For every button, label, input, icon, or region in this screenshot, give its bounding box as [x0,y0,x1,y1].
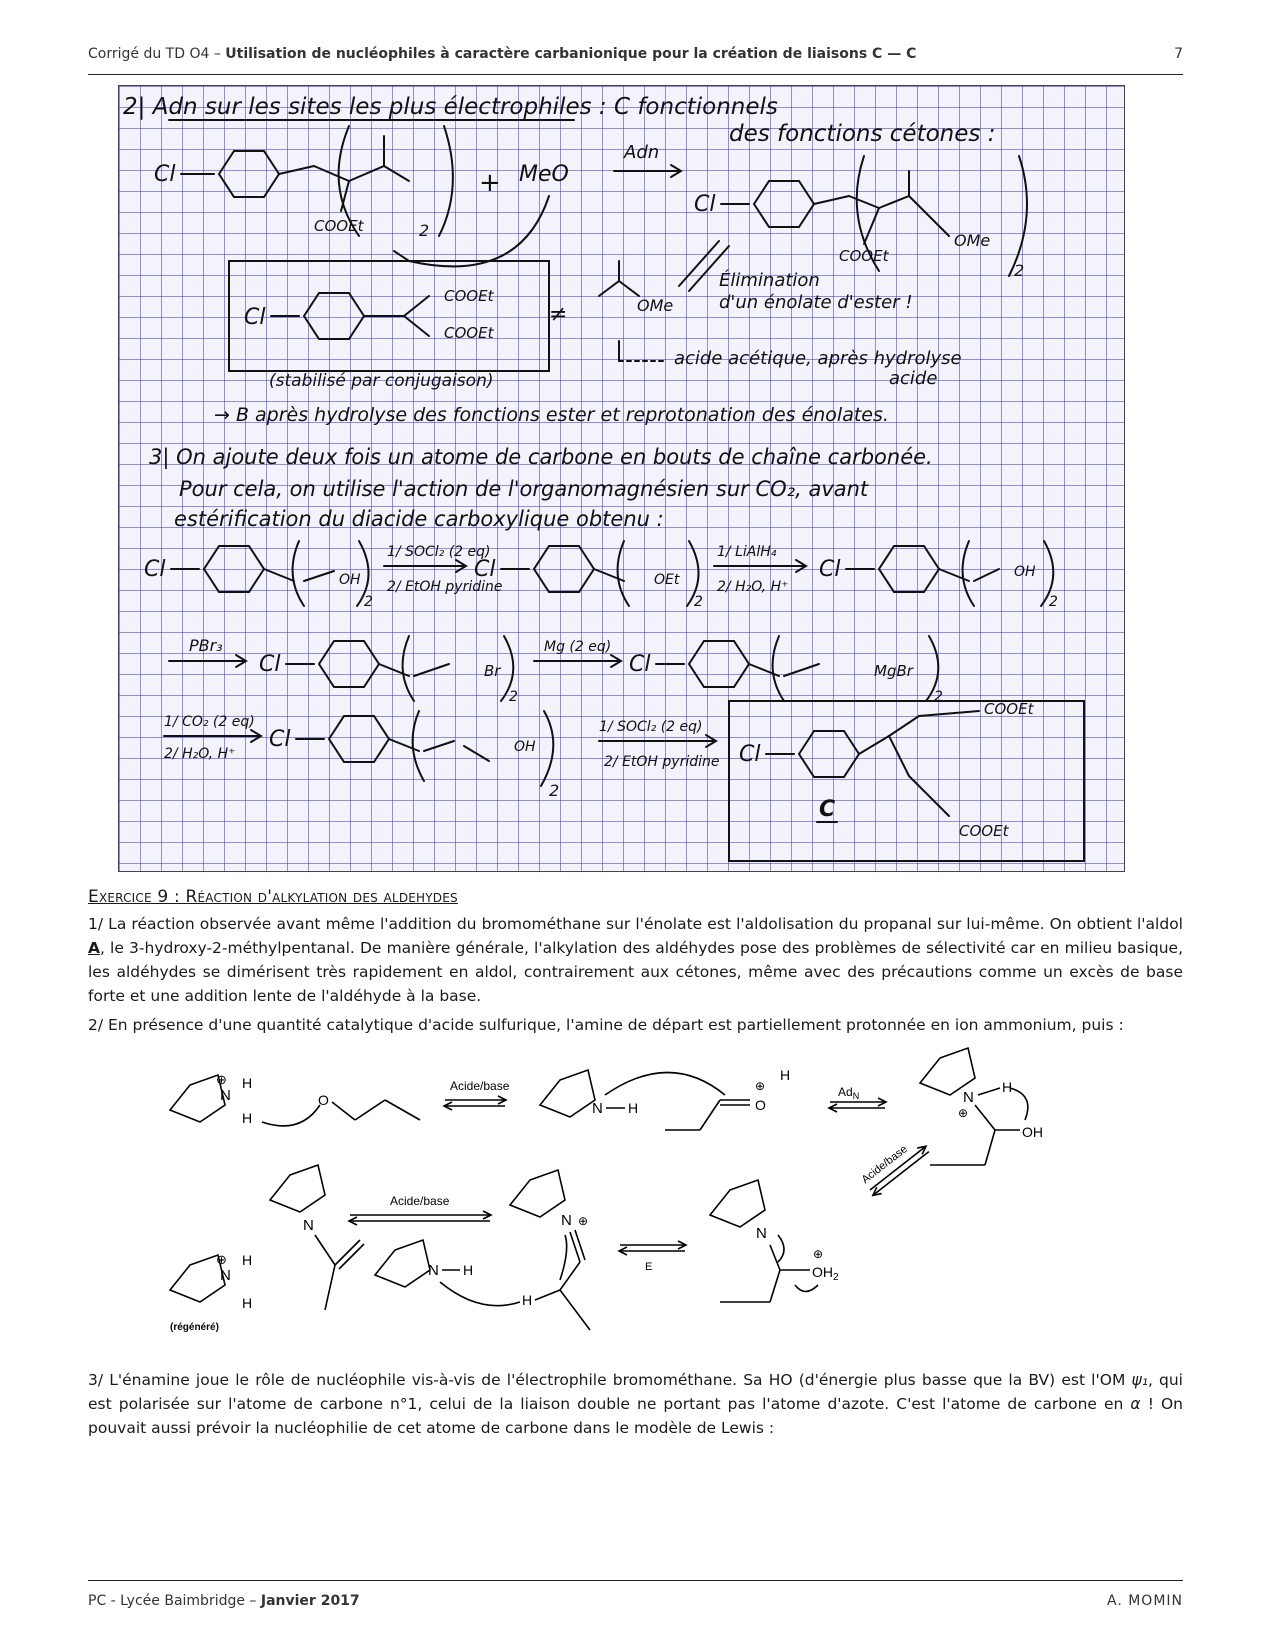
curly-arrow-2 [605,1073,725,1096]
step-socl2-2: 1/ SOCl₂ (2 eq) [599,719,703,735]
n-label-7: N [561,1212,572,1229]
acid-base-label-3: Acide/base [390,1194,450,1208]
h-label-4: H [780,1067,791,1083]
pyrrolidinium-ring-2 [920,1048,975,1095]
pyrrolidine-ring-3 [375,1240,430,1287]
plus-5: ⊕ [578,1214,589,1228]
oh-label-1: OH [339,572,361,588]
p1-text-a: 1/ La réaction observée avant même l'addition du bromométhane sur l'énolate est l'aldolisation du propanal sur lui-même. On obtient l'aldol [88,915,1183,933]
subscript-2-g: 2 [934,689,943,705]
elimination-label: Élimination [719,270,820,291]
enamine-mechanism-scheme [150,1040,1130,1345]
pyrrolidine-ring-2 [270,1165,325,1212]
regenere-label: (régénéré) [170,1322,219,1333]
step-etoh-2: 2/ EtOH pyridine [604,754,720,770]
cl-label-2: Cl [694,192,716,217]
adn-text: Ad [838,1085,853,1099]
step-lialh4: 1/ LiAlH₄ [717,544,777,560]
cooet-label-4: COOEt [444,324,494,342]
pyrrolidine-ring-1 [540,1070,595,1117]
p1-bold-a: A [88,939,100,957]
acid-base-label-2: Acide/base [859,1143,910,1187]
curly-arrow-6 [778,1235,784,1262]
p3-text-b: , qui est polarisée sur l'atome de carbone n°1, celui de la liaison double ne portant pas l'atome d'azote. C'est l'atome de carbone en [88,1371,1183,1413]
p3-psi: ψ₁ [1131,1371,1148,1389]
subscript-2-f: 2 [509,689,518,705]
plus-6: ⊕ [813,1247,824,1261]
paragraph-3 [88,1368,1183,1440]
benzene-ring-2 [754,181,814,227]
adn-arrow-label: Adn [624,142,660,163]
step-etoh-1: 2/ EtOH pyridine [387,579,503,595]
br-label: Br [484,662,501,680]
n-label-2: N [592,1100,603,1117]
step-co2: 1/ CO₂ (2 eq) [164,714,255,730]
oh-label-3: OH [514,739,536,755]
n-label-1: N [220,1087,231,1104]
q3-line-1: 3| On ajoute deux fois un atome de carbone en bouts de chaîne carbonée. [149,445,933,469]
plus-1: ⊕ [216,1072,227,1087]
plus-3: ⊕ [958,1106,969,1120]
step-h2o-1: 2/ H₂O, H⁺ [717,579,789,595]
oh2-subscript: 2 [833,1272,839,1283]
mgbr-label: MgBr [874,662,913,680]
benzene-ring-8 [689,641,749,687]
acid-base-label-1: Acide/base [450,1079,510,1093]
h-label-2: H [242,1110,253,1126]
oet-label-1: OEt [654,572,680,588]
oh2-label [812,1264,839,1283]
step-pbr3: PBr₃ [189,636,223,655]
p3-text-c: ! On pouvait aussi prévoir la nucléophilie de cet atome de carbone dans le modèle de Lewis : [88,1395,1183,1437]
ome-label: OMe [954,231,991,250]
h-label-8: H [463,1262,474,1278]
footer-left [88,1593,360,1609]
p3-alpha: α [1130,1395,1141,1413]
curly-arrow-3 [1010,1088,1028,1120]
handwritten-scheme [119,86,1124,871]
n-label-3: N [963,1089,974,1106]
pyrrolidinium-ring-4 [710,1180,765,1227]
cl-label-7: Cl [259,652,281,677]
plus-4: ⊕ [216,1252,227,1267]
meo-reagent: MeO [519,162,569,187]
q3-line-2: Pour cela, on utilise l'action de l'organomagnésien sur CO₂, avant [179,477,869,501]
benzene-ring-7 [319,641,379,687]
cl-label-8: Cl [629,652,651,677]
h-label-3: H [628,1100,639,1116]
header-rule [88,74,1183,75]
benzene-ring-9 [329,716,389,762]
curly-arrow-7 [795,1285,818,1292]
oh2-text: OH [812,1264,833,1280]
benzene-ring-6 [879,546,939,592]
cl-label-6: Cl [819,557,841,582]
subscript-2-e: 2 [1049,594,1058,610]
header-prefix: Corrigé du TD O4 – [88,46,226,62]
h-label-1: H [242,1075,253,1091]
step-socl2-1: 1/ SOCl₂ (2 eq) [387,544,491,560]
stabilise-label: (stabilisé par conjugaison) [269,371,494,391]
cl-label-4: Cl [144,557,166,582]
page-number: 7 [1174,46,1183,62]
paragraph-2: 2/ En présence d'une quantité catalytique d'acide sulfurique, l'amine de départ est partiellement protonnée en ion ammonium, puis : [88,1016,1124,1034]
oh-label-2: OH [1014,564,1036,580]
cooet-label-6: COOEt [959,822,1009,840]
footer-rule [88,1580,1183,1581]
handwritten-notes [118,85,1125,872]
cl-label-9: Cl [269,727,291,752]
iminium-ring [510,1170,565,1217]
subscript-2-h: 2 [549,781,560,800]
o-label-2: O [755,1097,766,1113]
benzene-ring-10 [799,731,859,777]
p1-text-b: , le 3-hydroxy-2-méthylpentanal. De manière générale, l'alkylation des aldéhydes pose des problèmes de sélectivité car en milieu basique, les aldéhydes se dimérisent très rapidement en aldol, contrairement aux cétones, même avec des précautions comme un excès de base forte et une addition lente de l'aldéhyde à la base. [88,939,1183,1005]
q2-heading: 2| Adn sur les sites les plus électrophiles : C fonctionnels [123,94,778,120]
subscript-2-a: 2 [419,221,430,240]
n-label-6: N [428,1262,439,1279]
cooet-label-5: COOEt [984,700,1034,718]
step-mg: Mg (2 eq) [544,639,612,655]
acide-label: acide [889,368,938,389]
subscript-2-b: 2 [1014,261,1025,280]
oh-label-scheme-1: OH [1022,1124,1043,1140]
header-title-bold: Utilisation de nucléophiles à caractère carbanionique pour la création de liaisons C — C [225,46,917,62]
footer-author: A. MOMIN [1106,1593,1183,1609]
adn-label [838,1085,859,1101]
cl-label-10: Cl [739,742,761,767]
exercise-title: Exercice 9 : Réaction d'alkylation des aldehydes [88,887,458,907]
subscript-2-c: 2 [364,594,373,610]
paragraph-1 [88,912,1183,1008]
cl-label-3: Cl [244,305,266,330]
benzene-ring-4 [204,546,264,592]
cooet-label-1: COOEt [314,217,364,235]
b-line: → B après hydrolyse des fonctions ester et reprotonation des énolates. [214,404,889,426]
adn-subscript: N [852,1091,860,1101]
subscript-2-d: 2 [694,594,703,610]
acetic-label: acide acétique, après hydrolyse [674,348,962,369]
ome-label-2: OMe [637,296,674,315]
curly-arrow-4 [440,1282,520,1306]
n-label-8: N [756,1225,767,1242]
plus-sign: + [479,168,501,198]
q2-heading-2: des fonctions cétones : [729,121,996,147]
cl-label-1: Cl [154,162,176,187]
cl-label-5: Cl [474,557,496,582]
step-h2o-2: 2/ H₂O, H⁺ [164,746,236,762]
h-label-9: H [522,1292,533,1308]
footer-date: Janvier 2017 [260,1593,360,1609]
q3-line-3: estérification du diacide carboxylique obtenu : [174,507,664,531]
e-label: E [645,1261,653,1273]
benzene-ring-1 [219,151,279,197]
page-header [88,40,1183,70]
cooet-label-2: COOEt [839,247,889,265]
n-label-5: N [220,1267,231,1284]
header-title [88,46,916,62]
n-label-4: N [303,1217,314,1234]
h-label-6: H [242,1252,253,1268]
footer-left-text: PC - Lycée Baimbridge – [88,1593,261,1609]
h-label-7: H [242,1295,253,1311]
p3-text-a: 3/ L'énamine joue le rôle de nucléophile vis-à-vis de l'électrophile bromométhane. Sa HO (d'énergie plus basse que la BV) est l'OM [88,1371,1132,1389]
curly-arrow-5 [560,1235,567,1280]
enolate-label: d'un énolate d'ester ! [719,292,913,313]
h-label-5: H [1002,1079,1013,1095]
compound-c-label: C [819,797,836,822]
plus-2: ⊕ [755,1079,766,1093]
benzene-ring-3 [304,293,364,339]
cooet-label-3: COOEt [444,287,494,305]
cross-mark: ≠ [549,302,568,327]
benzene-ring-5 [534,546,594,592]
curly-arrow-1 [262,1105,320,1126]
o-label-1: O [318,1092,329,1108]
